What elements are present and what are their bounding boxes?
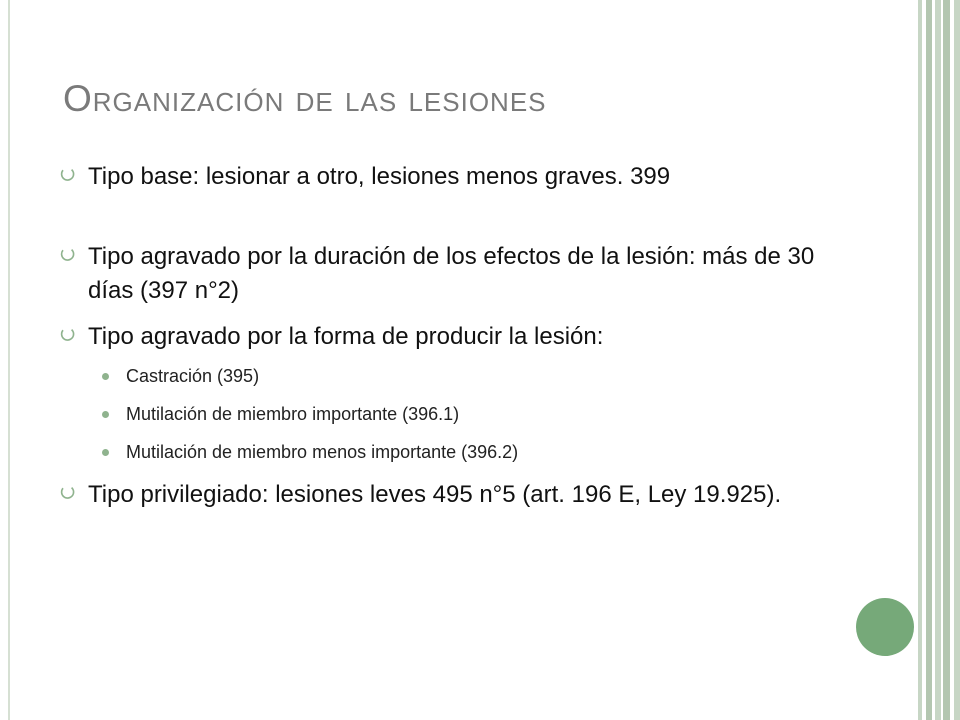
bullet-item	[60, 320, 820, 354]
right-stripe	[950, 0, 954, 720]
dot-bullet-icon	[102, 373, 109, 380]
bullet-text: Tipo base: lesionar a otro, lesiones menos graves. 399	[88, 163, 671, 190]
bullet-item	[60, 240, 820, 308]
bullet-item	[60, 478, 820, 512]
bullet-list	[60, 160, 820, 512]
sub-bullet-item	[60, 440, 820, 464]
ring-bullet-icon	[60, 247, 75, 263]
ring-bullet-icon	[60, 485, 75, 501]
bullet-text: Tipo agravado por la duración de los efectos de la lesión: más de 30 días (397 n°2)	[88, 243, 815, 304]
sub-bullet-text: Mutilación de miembro importante (396.1)	[126, 404, 460, 424]
sub-bullet-item	[60, 402, 820, 426]
dot-bullet-icon	[102, 411, 109, 418]
ring-bullet-icon	[60, 167, 75, 183]
sub-bullet-text: Mutilación de miembro menos importante (396.2)	[126, 442, 519, 462]
decorative-circle	[856, 598, 914, 656]
dot-bullet-icon	[102, 449, 109, 456]
bullet-text: Tipo privilegiado: lesiones leves 495 n°5 (art. 196 E, Ley 19.925).	[88, 481, 782, 508]
slide-title: Organización de las lesiones	[63, 78, 547, 119]
right-stripe	[932, 0, 935, 720]
left-border-line	[8, 0, 10, 720]
sub-bullet-item	[60, 364, 820, 388]
right-stripe	[943, 0, 950, 720]
bullet-item	[60, 160, 820, 194]
sub-bullet-text: Castración (395)	[126, 366, 260, 386]
bullet-text: Tipo agravado por la forma de producir la lesión:	[88, 323, 604, 350]
ring-bullet-icon	[60, 327, 75, 343]
